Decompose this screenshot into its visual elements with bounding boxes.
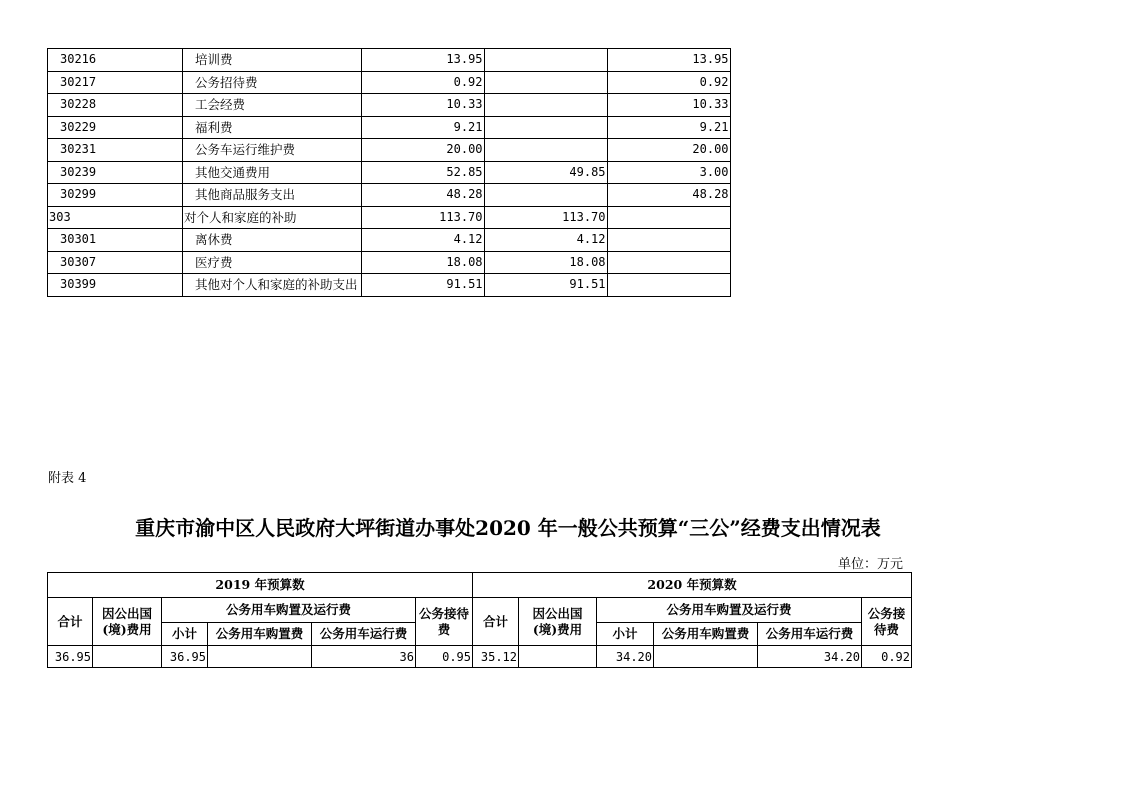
row-name: 对个人和家庭的补助 — [183, 206, 362, 229]
row-basic: 4.12 — [484, 229, 607, 252]
row-basic — [484, 116, 607, 139]
row-code: 30239 — [48, 161, 183, 184]
row-code: 303 — [48, 206, 183, 229]
table-row — [48, 161, 731, 184]
row-project: 10.33 — [607, 94, 730, 117]
value-2019-subtotal: 36.95 — [162, 646, 208, 668]
table-row — [48, 229, 731, 252]
header-2020-purchase: 公务用车购置费 — [654, 623, 758, 646]
row-project: 9.21 — [607, 116, 730, 139]
row-total: 18.08 — [361, 251, 484, 274]
row-code: 30228 — [48, 94, 183, 117]
row-total: 4.12 — [361, 229, 484, 252]
header-2019-reception: 公务接待 费 — [416, 598, 473, 646]
row-basic — [484, 139, 607, 162]
row-project — [607, 251, 730, 274]
row-project: 0.92 — [607, 71, 730, 94]
row-name: 公务车运行维护费 — [183, 139, 362, 162]
row-total: 13.95 — [361, 49, 484, 72]
row-basic: 18.08 — [484, 251, 607, 274]
value-2019-reception: 0.95 — [416, 646, 473, 668]
row-name: 其他商品服务支出 — [183, 184, 362, 207]
row-code: 30217 — [48, 71, 183, 94]
header-2020-reception: 公务接 待费 — [862, 598, 912, 646]
table-row — [48, 184, 731, 207]
table-row — [48, 206, 731, 229]
row-name: 离休费 — [183, 229, 362, 252]
page-title-text: 重庆市渝中区人民政府大坪街道办事处2020 年一般公共预算“三公”经费支出情况表 — [135, 516, 881, 540]
row-project: 13.95 — [607, 49, 730, 72]
table-row — [48, 116, 731, 139]
header-2019: 2019 年预算数 — [48, 573, 473, 598]
header-2020-abroad: 因公出国 (境)费用 — [519, 598, 597, 646]
value-2019-total: 36.95 — [48, 646, 93, 668]
header-2019-abroad: 因公出国 (境)费用 — [93, 598, 162, 646]
value-2020-abroad — [519, 646, 597, 668]
header-2020-operation: 公务用车运行费 — [758, 623, 862, 646]
appendix-label: 附表 4 — [48, 471, 87, 486]
table-row — [48, 94, 731, 117]
header-2020-vehicle: 公务用车购置及运行费 — [597, 598, 862, 623]
row-project: 48.28 — [607, 184, 730, 207]
value-2020-total: 35.12 — [473, 646, 519, 668]
unit-label: 单位：万元 — [838, 557, 904, 572]
row-name: 公务招待费 — [183, 71, 362, 94]
value-2020-purchase — [654, 646, 758, 668]
value-2020-subtotal: 34.20 — [597, 646, 654, 668]
row-project: 3.00 — [607, 161, 730, 184]
header-2020-subtotal: 小计 — [597, 623, 654, 646]
value-2019-abroad — [93, 646, 162, 668]
row-code: 30399 — [48, 274, 183, 297]
row-name: 工会经费 — [183, 94, 362, 117]
row-project: 20.00 — [607, 139, 730, 162]
header-2019-subtotal: 小计 — [162, 623, 208, 646]
table-row — [48, 71, 731, 94]
expenditure-detail-table — [47, 48, 731, 297]
row-total: 10.33 — [361, 94, 484, 117]
header-2020-total: 合计 — [473, 598, 519, 646]
row-basic: 113.70 — [484, 206, 607, 229]
row-basic: 49.85 — [484, 161, 607, 184]
value-2019-purchase — [208, 646, 312, 668]
row-code: 30299 — [48, 184, 183, 207]
row-basic — [484, 49, 607, 72]
row-total: 91.51 — [361, 274, 484, 297]
row-name: 培训费 — [183, 49, 362, 72]
row-basic — [484, 71, 607, 94]
row-project — [607, 274, 730, 297]
table-row — [48, 646, 912, 668]
header-2019-vehicle: 公务用车购置及运行费 — [162, 598, 416, 623]
row-basic — [484, 94, 607, 117]
row-project — [607, 206, 730, 229]
row-project — [607, 229, 730, 252]
row-name: 福利费 — [183, 116, 362, 139]
row-total: 48.28 — [361, 184, 484, 207]
value-2019-operation: 36 — [312, 646, 416, 668]
row-basic: 91.51 — [484, 274, 607, 297]
header-2019-total: 合计 — [48, 598, 93, 646]
row-basic — [484, 184, 607, 207]
row-total: 9.21 — [361, 116, 484, 139]
header-2019-operation: 公务用车运行费 — [312, 623, 416, 646]
table-row — [48, 274, 731, 297]
row-code: 30216 — [48, 49, 183, 72]
value-2020-reception: 0.92 — [862, 646, 912, 668]
row-code: 30231 — [48, 139, 183, 162]
header-2019-purchase: 公务用车购置费 — [208, 623, 312, 646]
row-code: 30229 — [48, 116, 183, 139]
page-title — [0, 512, 1014, 541]
row-name: 医疗费 — [183, 251, 362, 274]
header-2020: 2020 年预算数 — [473, 573, 912, 598]
row-code: 30301 — [48, 229, 183, 252]
row-code: 30307 — [48, 251, 183, 274]
table-row — [48, 139, 731, 162]
three-public-expenditure-table — [47, 572, 912, 668]
row-name: 其他交通费用 — [183, 161, 362, 184]
row-total: 20.00 — [361, 139, 484, 162]
row-name: 其他对个人和家庭的补助支出 — [183, 274, 362, 297]
table-row — [48, 251, 731, 274]
row-total: 52.85 — [361, 161, 484, 184]
row-total: 0.92 — [361, 71, 484, 94]
row-total: 113.70 — [361, 206, 484, 229]
expenditure-detail-body — [48, 49, 731, 297]
table-row — [48, 49, 731, 72]
value-2020-operation: 34.20 — [758, 646, 862, 668]
